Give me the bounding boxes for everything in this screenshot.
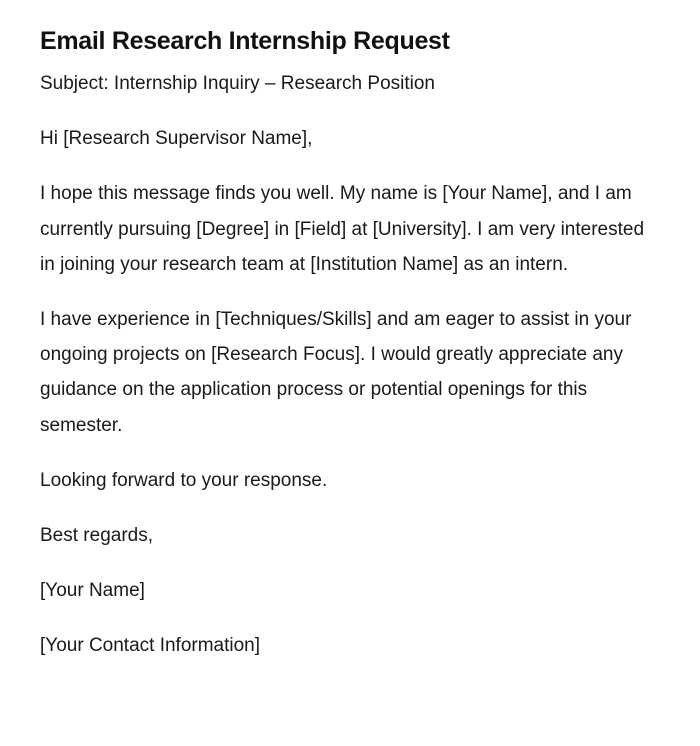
body-paragraph-2: I have experience in [Techniques/Skills] and am eager to assist in your ongoing projects on [Research Focus]. I would greatly appreciate any guidance on the application process or potential openings for this semester.: [40, 309, 632, 436]
closing-line: Looking forward to your response.: [40, 469, 328, 491]
greeting: Hi [Research Supervisor Name],: [40, 128, 313, 150]
signoff: Best regards,: [40, 525, 153, 547]
sender-contact: [Your Contact Information]: [40, 635, 261, 657]
sender-name: [Your Name]: [40, 580, 145, 602]
subject-line: Subject: Internship Inquiry – Research Position: [40, 73, 435, 94]
page-title: Email Research Internship Request: [40, 27, 450, 55]
body-paragraph-1: I hope this message finds you well. My name is [Your Name], and I am currently pursuing [Degree] in [Field] at [University]. I am very interested in joining your research team at [Institution Name] as an intern.: [40, 183, 645, 275]
